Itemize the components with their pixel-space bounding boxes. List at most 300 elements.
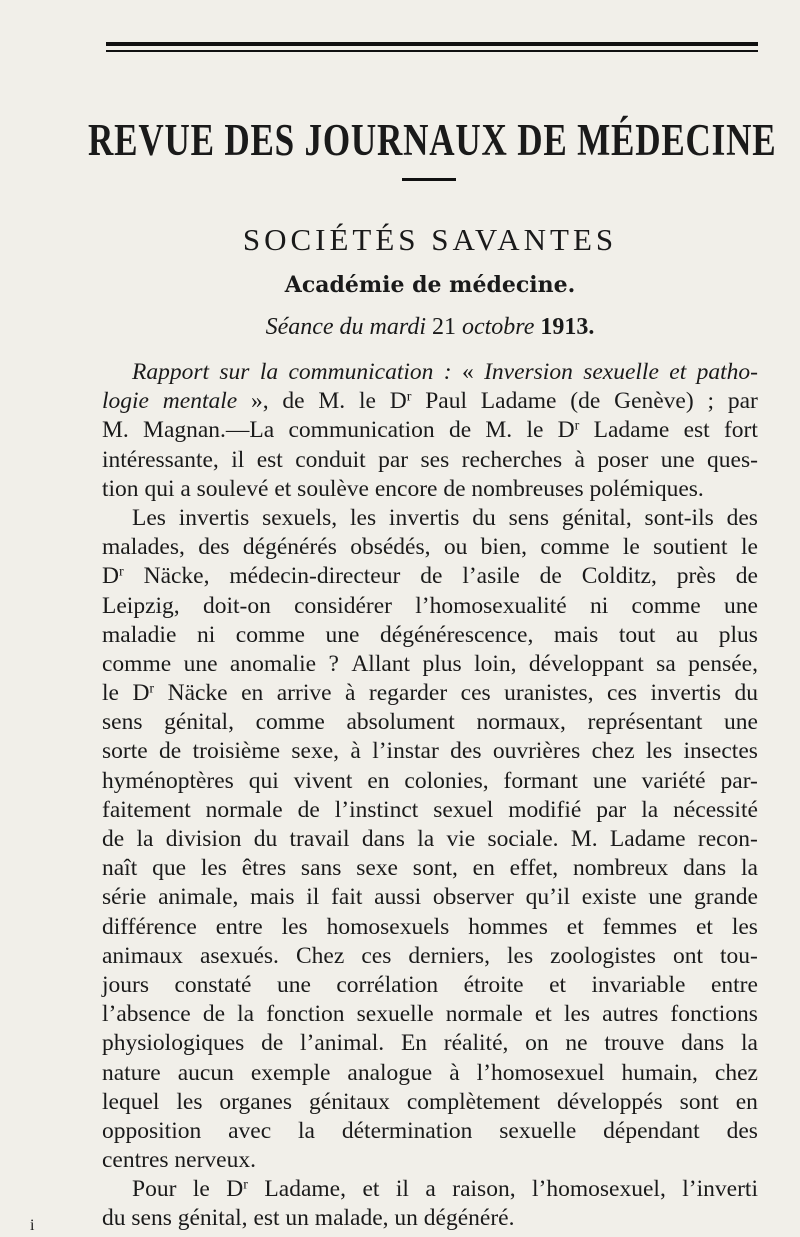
word: la bbox=[237, 1001, 255, 1028]
word: absolument bbox=[346, 709, 455, 736]
word: à bbox=[345, 680, 356, 707]
word: malade, bbox=[314, 1205, 389, 1232]
word: détermination bbox=[341, 1117, 473, 1144]
word: normaux, bbox=[476, 709, 566, 736]
word: Colditz, bbox=[581, 563, 657, 590]
word: et bbox=[669, 359, 687, 385]
word: humain, bbox=[621, 1059, 698, 1086]
word: une bbox=[183, 650, 218, 677]
word: lequel bbox=[102, 1088, 160, 1115]
word: sont-ils bbox=[644, 504, 714, 531]
word: du bbox=[734, 680, 758, 707]
word: travail bbox=[289, 826, 350, 852]
word: réalité, bbox=[443, 1030, 509, 1057]
word: comme bbox=[235, 621, 305, 648]
word: corrélation bbox=[336, 971, 439, 998]
word: arrive bbox=[276, 680, 332, 707]
word: autres bbox=[602, 1001, 659, 1028]
word: invertis bbox=[650, 680, 722, 707]
text-line bbox=[102, 913, 758, 942]
word: Leipzig, bbox=[102, 592, 180, 619]
word: l’instinct bbox=[334, 796, 419, 823]
word: regarder bbox=[368, 680, 448, 707]
text-line bbox=[102, 796, 758, 825]
word: au bbox=[675, 621, 699, 648]
word: hyménoptères bbox=[102, 767, 234, 794]
word: de bbox=[448, 417, 472, 444]
word: Rapport bbox=[132, 359, 210, 385]
word: nerveux. bbox=[174, 1147, 256, 1174]
word: il bbox=[306, 884, 320, 911]
word: médecin-directeur bbox=[229, 563, 401, 590]
text-line bbox=[102, 1204, 758, 1233]
word: êtres bbox=[241, 855, 287, 882]
word: la bbox=[298, 1117, 315, 1144]
text-line bbox=[102, 942, 758, 971]
word: fort bbox=[723, 417, 758, 444]
word: encore bbox=[374, 475, 438, 502]
word: observer bbox=[432, 884, 514, 911]
word: trouve bbox=[604, 1030, 665, 1057]
word: dans bbox=[361, 826, 405, 852]
word: tion bbox=[102, 475, 139, 502]
word: ? bbox=[328, 650, 339, 677]
word: de bbox=[202, 1001, 226, 1028]
word: les bbox=[349, 504, 377, 531]
word: M. bbox=[318, 388, 346, 415]
word: colonies, bbox=[404, 767, 489, 794]
word: Magnan.—La bbox=[143, 417, 275, 444]
word: génital, bbox=[561, 504, 632, 531]
word: la bbox=[417, 826, 435, 852]
word: une bbox=[592, 767, 627, 794]
word: hommes bbox=[468, 913, 548, 940]
word: recherches bbox=[461, 446, 563, 473]
word: des bbox=[726, 1117, 758, 1144]
text-line bbox=[102, 971, 758, 1000]
word: l’homosexuel bbox=[476, 1059, 605, 1086]
word: poser bbox=[597, 446, 649, 473]
word: mentale bbox=[162, 388, 238, 415]
word: recon- bbox=[697, 826, 758, 852]
text-line bbox=[102, 358, 758, 387]
word: entre bbox=[710, 971, 758, 998]
word: $D^r$ bbox=[132, 680, 155, 707]
word: on bbox=[525, 1030, 549, 1057]
word: $D^r$ bbox=[557, 417, 580, 444]
text-line bbox=[102, 825, 758, 854]
word: normale bbox=[445, 1001, 523, 1028]
word: animale, bbox=[158, 884, 239, 911]
word: à bbox=[574, 446, 585, 473]
word: Ladame bbox=[593, 417, 670, 444]
header-rule-thick bbox=[106, 42, 758, 46]
text-line bbox=[102, 621, 758, 650]
word: tout bbox=[618, 621, 656, 648]
word: la bbox=[740, 1030, 758, 1057]
word: ni bbox=[196, 621, 216, 648]
word: le bbox=[192, 1176, 210, 1203]
word: de bbox=[297, 796, 320, 823]
word: plus bbox=[422, 650, 462, 677]
word: les bbox=[176, 1088, 203, 1115]
word: en bbox=[472, 855, 495, 882]
word: de bbox=[102, 826, 125, 852]
word: différence bbox=[102, 913, 197, 940]
word: effet, bbox=[509, 855, 559, 882]
word: femmes bbox=[602, 913, 678, 940]
word: Allant bbox=[351, 650, 411, 677]
word: doit-on bbox=[202, 592, 271, 619]
word: soutient bbox=[653, 534, 728, 561]
word: que bbox=[152, 855, 186, 882]
word: (de bbox=[570, 388, 601, 415]
word: comme bbox=[102, 650, 172, 677]
word: près bbox=[676, 563, 716, 590]
word: les bbox=[281, 913, 308, 940]
word: en bbox=[241, 680, 264, 707]
word: qui bbox=[248, 767, 279, 794]
title-divider bbox=[402, 178, 456, 181]
word: un bbox=[285, 1205, 309, 1232]
word: et bbox=[362, 1176, 380, 1203]
word: soulevé bbox=[196, 475, 269, 502]
text-line bbox=[102, 1175, 758, 1204]
word: « bbox=[461, 359, 474, 385]
word: derniers, bbox=[408, 942, 490, 969]
word: Ladame bbox=[609, 826, 686, 852]
word: homosexuels bbox=[326, 913, 450, 940]
word: Pour bbox=[132, 1176, 177, 1203]
word: il bbox=[231, 446, 245, 473]
word: polémiques. bbox=[589, 475, 704, 502]
word: sexuelle bbox=[499, 1117, 577, 1144]
word: nécessité bbox=[673, 796, 758, 823]
word: la bbox=[740, 855, 758, 882]
word: l’absence bbox=[102, 1001, 191, 1028]
word: variété bbox=[641, 767, 706, 794]
word: l’homosexualité bbox=[415, 592, 567, 619]
word: », bbox=[250, 388, 269, 415]
word: et bbox=[566, 913, 584, 940]
word: ces bbox=[607, 680, 638, 707]
word: physiologiques bbox=[102, 1030, 245, 1057]
word: soulève bbox=[297, 475, 369, 502]
word: logie bbox=[102, 388, 149, 415]
word: de bbox=[261, 1030, 284, 1057]
word: Genève) bbox=[614, 388, 694, 415]
text-line bbox=[102, 767, 758, 796]
word: dans bbox=[683, 855, 727, 882]
word: la bbox=[136, 826, 154, 852]
word: de bbox=[735, 563, 758, 590]
word: à bbox=[350, 738, 361, 765]
word: la bbox=[641, 796, 659, 823]
word: pensée, bbox=[688, 650, 758, 677]
word: existe bbox=[581, 884, 637, 911]
word: l’instar bbox=[372, 738, 439, 765]
header-rule-thin bbox=[106, 50, 758, 52]
word: une bbox=[724, 709, 758, 736]
word: série bbox=[102, 884, 147, 911]
word: nombreuses bbox=[471, 475, 584, 502]
word: le bbox=[622, 534, 640, 561]
word: sexe, bbox=[291, 738, 340, 765]
word: par- bbox=[720, 767, 758, 794]
word: étroite bbox=[463, 971, 524, 998]
word: ; bbox=[707, 388, 715, 415]
word: est bbox=[256, 446, 283, 473]
word: en bbox=[367, 767, 390, 794]
word: intéressante, bbox=[102, 446, 219, 473]
word: M. bbox=[102, 417, 129, 444]
word: communication bbox=[288, 417, 435, 444]
word: invertis bbox=[178, 504, 250, 531]
word: fait bbox=[331, 884, 363, 911]
word: ces bbox=[361, 942, 392, 969]
word: sans bbox=[300, 855, 342, 882]
session-month: octobre bbox=[461, 314, 535, 340]
word: faitement bbox=[102, 796, 191, 823]
journal-title: REVUE DES JOURNAUX DE MÉDECINE bbox=[88, 115, 777, 165]
word: loin, bbox=[474, 650, 517, 677]
word: patho- bbox=[696, 359, 758, 385]
word: des bbox=[198, 534, 230, 561]
word: le bbox=[526, 417, 544, 444]
word: en bbox=[735, 1088, 758, 1115]
word: l’homosexuel, bbox=[532, 1176, 666, 1203]
word: $D^r$ bbox=[102, 563, 124, 590]
word: tou- bbox=[720, 942, 758, 969]
word: uranistes, bbox=[504, 680, 594, 707]
word: naît bbox=[102, 855, 138, 882]
word: sexuelle bbox=[356, 1001, 434, 1028]
word: M. bbox=[485, 417, 513, 444]
word: l’inverti bbox=[682, 1176, 758, 1203]
word: de bbox=[282, 388, 305, 415]
word: est bbox=[683, 417, 710, 444]
section-title: SOCIÉTÉS SAVANTES bbox=[242, 222, 618, 257]
text-line bbox=[102, 679, 758, 708]
word: par bbox=[378, 446, 409, 473]
word: génital, bbox=[177, 1205, 248, 1232]
word: chez bbox=[714, 1059, 758, 1086]
text-line bbox=[102, 504, 758, 533]
word: grande bbox=[694, 884, 758, 911]
word: obsédés, bbox=[350, 534, 431, 561]
word: qu’il bbox=[525, 884, 570, 911]
word: avec bbox=[228, 1117, 272, 1144]
word: centres bbox=[102, 1147, 169, 1174]
word: $D^r$ bbox=[389, 388, 412, 415]
word: la bbox=[259, 359, 279, 385]
word: aussi bbox=[374, 884, 422, 911]
word: zoologistes bbox=[550, 942, 656, 969]
word: sexuels, bbox=[262, 504, 338, 531]
word: sens bbox=[508, 504, 550, 531]
word: nombreux bbox=[572, 855, 669, 882]
word: dégénérescence, bbox=[380, 621, 534, 648]
text-line bbox=[102, 562, 758, 591]
word: animaux bbox=[102, 942, 183, 969]
word: une bbox=[325, 621, 360, 648]
word: l’animal. bbox=[300, 1030, 385, 1057]
word: sexuelle bbox=[583, 359, 659, 385]
word: dégénéré. bbox=[423, 1205, 515, 1232]
text-line bbox=[102, 387, 758, 416]
word: sens bbox=[102, 709, 143, 736]
word: ne bbox=[565, 1030, 588, 1057]
word: sur bbox=[219, 359, 250, 385]
word: a bbox=[425, 1176, 436, 1203]
word: sa bbox=[656, 650, 676, 677]
word: génitaux bbox=[309, 1088, 390, 1115]
word: Näcke bbox=[167, 680, 228, 707]
word: comme bbox=[255, 709, 325, 736]
word: plus bbox=[718, 621, 758, 648]
session-prefix: Séance du mardi bbox=[265, 314, 426, 340]
word: chez bbox=[591, 738, 635, 765]
word: entre bbox=[215, 913, 263, 940]
session-day: 21 bbox=[431, 314, 456, 340]
word: conduit bbox=[295, 446, 366, 473]
word: Les bbox=[132, 504, 166, 531]
text-line bbox=[102, 708, 758, 737]
word: le bbox=[740, 534, 758, 561]
word: division bbox=[165, 826, 242, 852]
word: sociale. bbox=[487, 826, 559, 852]
word: Näcke, bbox=[143, 563, 210, 590]
word: complètement bbox=[406, 1088, 540, 1115]
word: analogue bbox=[347, 1059, 433, 1086]
word: : bbox=[443, 359, 452, 385]
word: mais bbox=[553, 621, 599, 648]
text-line bbox=[102, 1059, 758, 1088]
word: malades, bbox=[102, 534, 185, 561]
word: organes bbox=[219, 1088, 293, 1115]
word: sont, bbox=[412, 855, 458, 882]
word: sorte bbox=[102, 738, 148, 765]
word: ou bbox=[443, 534, 468, 561]
word: de bbox=[443, 475, 466, 502]
word: insectes bbox=[683, 738, 758, 765]
word: une bbox=[648, 884, 683, 911]
text-line bbox=[102, 1088, 758, 1117]
word: opposition bbox=[102, 1117, 202, 1144]
text-line bbox=[102, 446, 758, 475]
word: modifié bbox=[508, 796, 582, 823]
text-line bbox=[102, 592, 758, 621]
word: sont bbox=[679, 1088, 719, 1115]
word: considérer bbox=[294, 592, 392, 619]
word: il bbox=[395, 1176, 409, 1203]
word: des bbox=[450, 738, 482, 765]
session-year: 1913. bbox=[540, 314, 595, 340]
word: et bbox=[695, 913, 713, 940]
word: ces bbox=[460, 680, 491, 707]
word: mais bbox=[250, 884, 295, 911]
text-line bbox=[102, 1117, 758, 1146]
text-line bbox=[102, 416, 758, 445]
word: les bbox=[507, 942, 534, 969]
text-line bbox=[102, 854, 758, 883]
word: vie bbox=[446, 826, 476, 852]
word: formant bbox=[503, 767, 578, 794]
word: comme bbox=[540, 534, 610, 561]
word: du bbox=[472, 504, 496, 531]
word: Ladame bbox=[480, 388, 557, 415]
word: une bbox=[276, 971, 311, 998]
subsection-title: Académie de médecine. bbox=[284, 272, 576, 298]
word: sens bbox=[131, 1205, 172, 1232]
word: exemple bbox=[250, 1059, 331, 1086]
word: et bbox=[549, 971, 567, 998]
word: de bbox=[420, 563, 443, 590]
word: génital, bbox=[164, 709, 234, 736]
word: une bbox=[660, 446, 695, 473]
word: nature bbox=[102, 1059, 161, 1086]
word: et bbox=[534, 1001, 552, 1028]
word: développant bbox=[528, 650, 644, 677]
word: maladie bbox=[102, 621, 177, 648]
word: $D^r$ bbox=[226, 1176, 248, 1203]
word: les bbox=[731, 913, 758, 940]
word: Inversion bbox=[484, 359, 573, 385]
text-line bbox=[102, 533, 758, 562]
word: dépendant bbox=[603, 1117, 700, 1144]
word: représentant bbox=[587, 709, 703, 736]
word: asexués. bbox=[199, 942, 279, 969]
word: Ladame, bbox=[264, 1176, 346, 1203]
word: l’asile bbox=[462, 563, 520, 590]
word: Paul bbox=[425, 388, 467, 415]
text-line bbox=[102, 883, 758, 912]
word: par bbox=[727, 388, 758, 415]
article-body bbox=[102, 358, 758, 1234]
word: constaté bbox=[174, 971, 252, 998]
word: est bbox=[253, 1205, 280, 1232]
word: le bbox=[102, 680, 119, 707]
word: un bbox=[394, 1205, 418, 1232]
text-line bbox=[102, 475, 758, 504]
word: de bbox=[159, 738, 182, 765]
word: ouvrières bbox=[492, 738, 581, 765]
word: comme bbox=[631, 592, 701, 619]
word: une bbox=[723, 592, 758, 619]
word: par bbox=[596, 796, 627, 823]
word: du bbox=[253, 826, 278, 852]
word: développés bbox=[556, 1088, 663, 1115]
word: les bbox=[200, 855, 227, 882]
word: de bbox=[539, 563, 562, 590]
word: raison, bbox=[452, 1176, 516, 1203]
word: ques- bbox=[707, 446, 758, 473]
word: dégénérés bbox=[242, 534, 337, 561]
word: et bbox=[274, 475, 292, 502]
word: normale bbox=[205, 796, 283, 823]
word: jours bbox=[102, 971, 149, 998]
word: du bbox=[102, 1205, 126, 1232]
word: a bbox=[180, 475, 191, 502]
margin-mark: i bbox=[30, 1217, 35, 1234]
word: bien, bbox=[480, 534, 527, 561]
word: les bbox=[646, 738, 673, 765]
word: Chez bbox=[295, 942, 345, 969]
word: troisième bbox=[192, 738, 281, 765]
word: fonctions bbox=[670, 1001, 758, 1028]
word: à bbox=[449, 1059, 460, 1086]
session-date bbox=[0, 314, 800, 341]
